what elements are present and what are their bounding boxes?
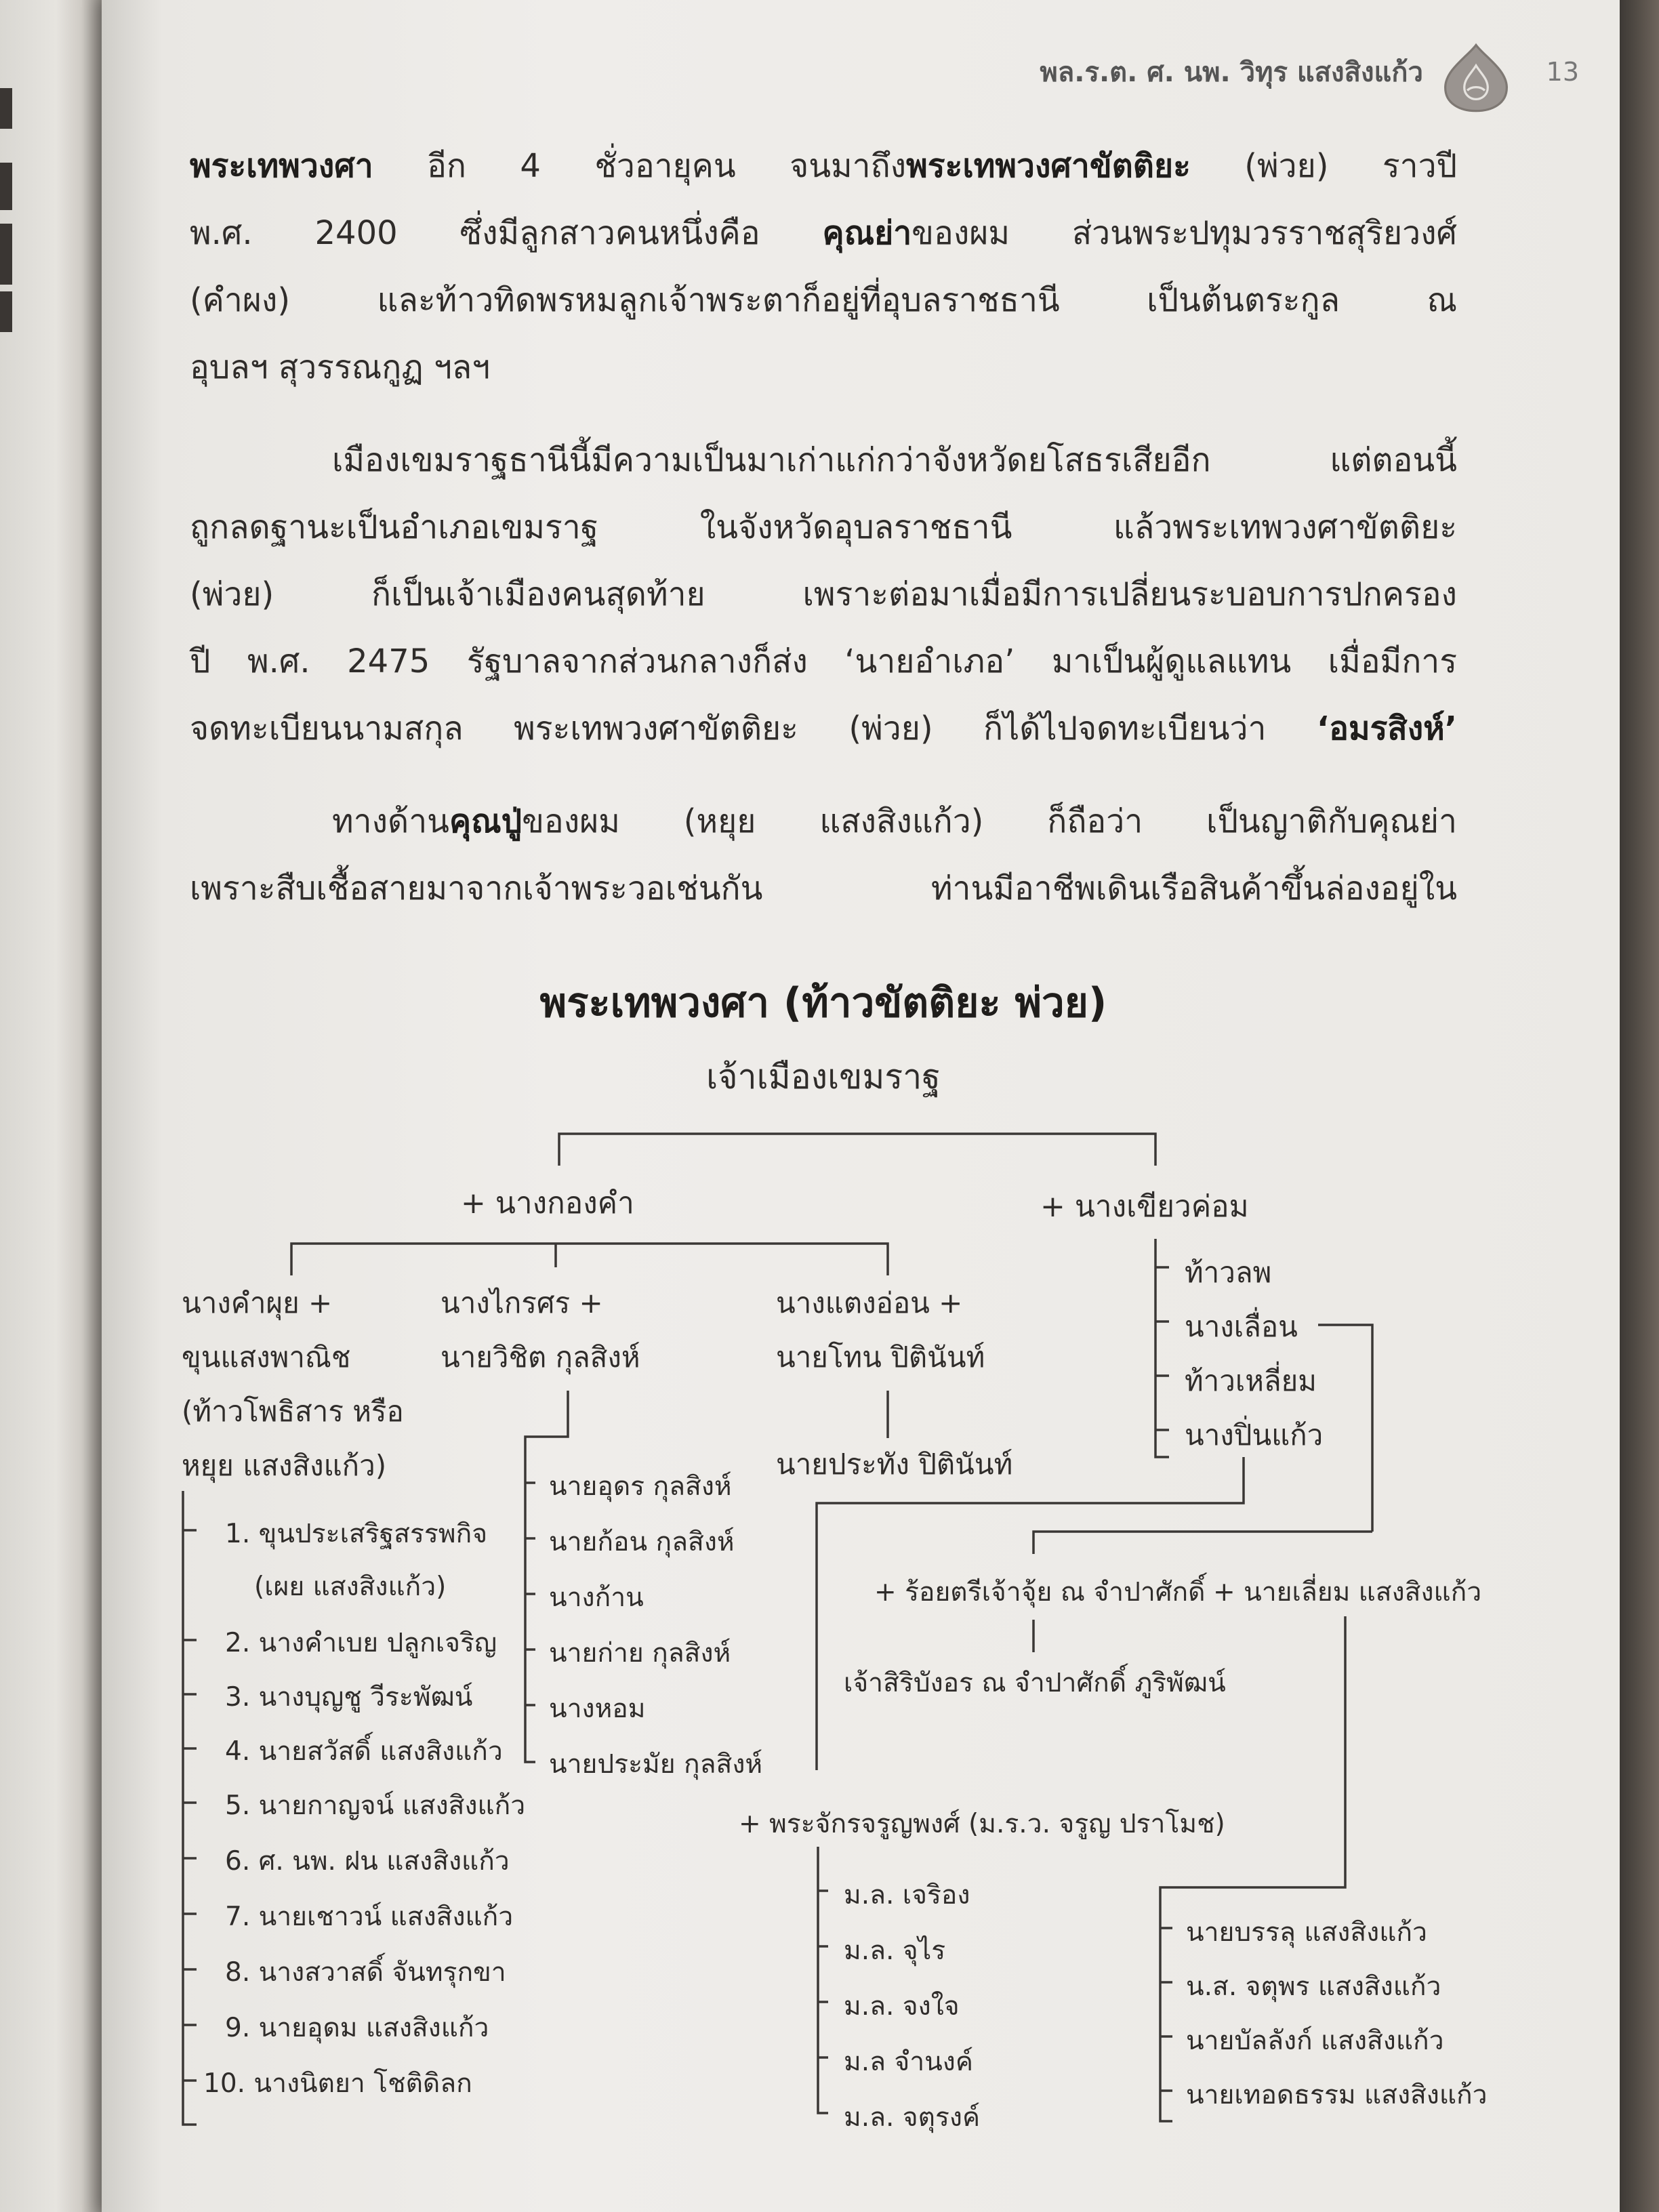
paragraph-line: ทางด้านคุณปู่ของผม (หยุย แสงสิงแก้ว) ก็ถือว่า เป็นญาติกับคุณย่า bbox=[332, 802, 1457, 840]
paragraph-3 bbox=[190, 788, 1457, 922]
tree-node-line: (ท้าวโพธิสาร หรือ bbox=[182, 1395, 404, 1428]
tree-node-line: นายก่าย กุลสิงห์ bbox=[549, 1638, 731, 1668]
tree-node-line: นางก้าน bbox=[549, 1582, 644, 1613]
tree-node-line: ม.ล. เจริอง bbox=[844, 1880, 970, 1910]
tree-node-line: 9. นายอุดม แสงสิงแก้ว bbox=[225, 2013, 489, 2043]
page-number: 13 bbox=[1546, 57, 1579, 87]
tree-node-line: นางหอม bbox=[549, 1694, 646, 1724]
tree-node-line: ขุนแสงพาณิช bbox=[182, 1340, 351, 1374]
paragraph-line: อุบลฯ สุวรรณกูฏ ฯลฯ bbox=[190, 348, 491, 386]
header-author: พล.ร.ต. ศ. นพ. วิทุร แสงสิงแก้ว bbox=[1040, 57, 1423, 88]
tree-node-line: ม.ล. จตุรงค์ bbox=[844, 2102, 981, 2133]
tree-node-line: นางปิ่นแก้ว bbox=[1185, 1418, 1324, 1452]
lotus-emblem-icon bbox=[1439, 41, 1513, 114]
tree-node-line: นางไกรศร + bbox=[441, 1286, 603, 1319]
tree-node-line: นายอุดร กุลสิงห์ bbox=[549, 1471, 732, 1502]
paragraph-line: จดทะเบียนนามสกุล พระเทพวงศาขัตติยะ (พ่วย) ก็ได้ไปจดทะเบียนว่า ‘อมรสิงห์’ bbox=[190, 710, 1457, 747]
paragraph-line: เพราะสืบเชื้อสายมาจากเจ้าพระวอเช่นกัน ท่านมีอาชีพเดินเรือสินค้าขึ้นล่องอยู่ใน bbox=[190, 869, 1457, 907]
tree-node-line: นายบัลลังก์ แสงสิงแก้ว bbox=[1186, 2026, 1444, 2056]
tree-node-line: นางคำผุย + bbox=[182, 1286, 333, 1319]
tree-node-line: ท้าวเหลี่ยม bbox=[1185, 1364, 1317, 1397]
paragraph-1 bbox=[190, 133, 1457, 334]
tree-node-line: 4. นายสวัสดิ์ แสงสิงแก้ว bbox=[225, 1736, 503, 1767]
tree-node-line: นายเทอดธรรม แสงสิงแก้ว bbox=[1186, 2080, 1488, 2110]
tree-node-line: 3. นางบุญชู วีระพัฒน์ bbox=[225, 1682, 473, 1713]
tree-node-line: 8. นางสวาสดิ์ จันทรุกขา bbox=[225, 1957, 506, 1988]
tree-node-line: นางแตงอ่อน + bbox=[776, 1286, 963, 1319]
tree-wife-2: + นางเขียวค่อม bbox=[1040, 1189, 1249, 1224]
previous-page-edge bbox=[0, 0, 102, 2212]
tree-root-subtitle: เจ้าเมืองเขมราฐ bbox=[706, 1057, 941, 1097]
tree-node-line: หยุย แสงสิงแก้ว) bbox=[182, 1449, 387, 1482]
tree-node-line: (เผย แสงสิงแก้ว) bbox=[254, 1572, 447, 1602]
paragraph-2 bbox=[190, 427, 1457, 762]
tree-node-line: ท้าวลพ bbox=[1185, 1256, 1272, 1289]
tree-node-line: 6. ศ. นพ. ฝน แสงสิงแก้ว bbox=[225, 1846, 510, 1877]
tree-node-line: 1. ขุนประเสริฐสรรพกิจ bbox=[225, 1519, 488, 1549]
tree-node-line: ม.ล. จงใจ bbox=[844, 1991, 960, 2022]
tree-grandchild: นายประทัง ปิตินันท์ bbox=[776, 1448, 1013, 1481]
tree-wife-1: + นางกองคำ bbox=[461, 1186, 634, 1221]
tree-spouse-pinkaew: + ร้อยตรีเจ้าจุ้ย ณ จำปาศักดิ์ bbox=[874, 1577, 1206, 1607]
running-header bbox=[1003, 46, 1599, 121]
tree-root-title: พระเทพวงศา (ท้าวขัตติยะ พ่วย) bbox=[539, 979, 1107, 1027]
tree-spouse-prathang: + พระจักรจรูญพงศ์ (ม.ร.ว. จรูญ ปราโมช) bbox=[739, 1809, 1225, 1839]
tree-node-line: นายวิชิต กุลสิงห์ bbox=[441, 1340, 640, 1374]
tree-node-line: 10. นางนิตยา โชติดิลก bbox=[203, 2068, 472, 2099]
paragraph-line: พ.ศ. 2400 ซึ่งมีลูกสาวคนหนึ่งคือ คุณย่าของผม ส่วนพระปทุมวรราชสุริยวงศ์ bbox=[190, 214, 1457, 252]
tree-node-line: นายบรรลุ แสงสิงแก้ว bbox=[1186, 1917, 1427, 1948]
paragraph-line: ปี พ.ศ. 2475 รัฐบาลจากส่วนกลางก็ส่ง ‘นายอำเภอ’ มาเป็นผู้ดูแลแทน เมื่อมีการ bbox=[190, 642, 1457, 680]
tree-node-line: นายก้อน กุลสิงห์ bbox=[549, 1527, 735, 1557]
tree-node-line: นางเลื่อน bbox=[1185, 1310, 1298, 1343]
paragraph-line: (พ่วย) ก็เป็นเจ้าเมืองคนสุดท้าย เพราะต่อมาเมื่อมีการเปลี่ยนระบอบการปกครอง bbox=[190, 575, 1457, 613]
paragraph-line: ถูกลดฐานะเป็นอำเภอเขมราฐ ในจังหวัดอุบลราชธานี แล้วพระเทพวงศาขัตติยะ bbox=[190, 508, 1457, 546]
tree-node-line: 5. นายกาญจน์ แสงสิงแก้ว bbox=[225, 1790, 526, 1821]
tree-node-line: 7. นายเชาวน์ แสงสิงแก้ว bbox=[225, 1902, 514, 1932]
paragraph-1-last bbox=[190, 334, 1457, 401]
tree-node-line: ม.ล จำนงค์ bbox=[844, 2047, 973, 2077]
tree-node-line: ม.ล. จุไร bbox=[844, 1936, 946, 1966]
paragraph-line: (คำผง) และท้าวทิดพรหมลูกเจ้าพระตาก็อยู่ที่อุบลราชธานี เป็นต้นตระกูล ณ bbox=[190, 281, 1457, 319]
tree-node-line: นายโทน ปิตินันท์ bbox=[776, 1340, 985, 1374]
tree-spouse-luean: + นายเลี่ยม แสงสิงแก้ว bbox=[1213, 1577, 1482, 1607]
background-surface bbox=[1620, 0, 1659, 2212]
tree-grandchild-pinkaew: เจ้าสิริบังอร ณ จำปาศักดิ์ ภูริพัฒน์ bbox=[844, 1668, 1226, 1698]
tree-node-line: นายประมัย กุลสิงห์ bbox=[549, 1749, 763, 1780]
paragraph-line: เมืองเขมราฐธานีนี้มีความเป็นมาเก่าแก่กว่าจังหวัดยโสธรเสียอีก แต่ตอนนี้ bbox=[332, 441, 1457, 479]
tree-node-line: น.ส. จตุพร แสงสิงแก้ว bbox=[1186, 1971, 1441, 2002]
tree-node-line: 2. นางคำเบย ปลูกเจริญ bbox=[225, 1628, 497, 1658]
paragraph-line: พระเทพวงศา อีก 4 ชั่วอายุคน จนมาถึงพระเทพวงศาขัตติยะ (พ่วย) ราวปี bbox=[190, 147, 1457, 185]
